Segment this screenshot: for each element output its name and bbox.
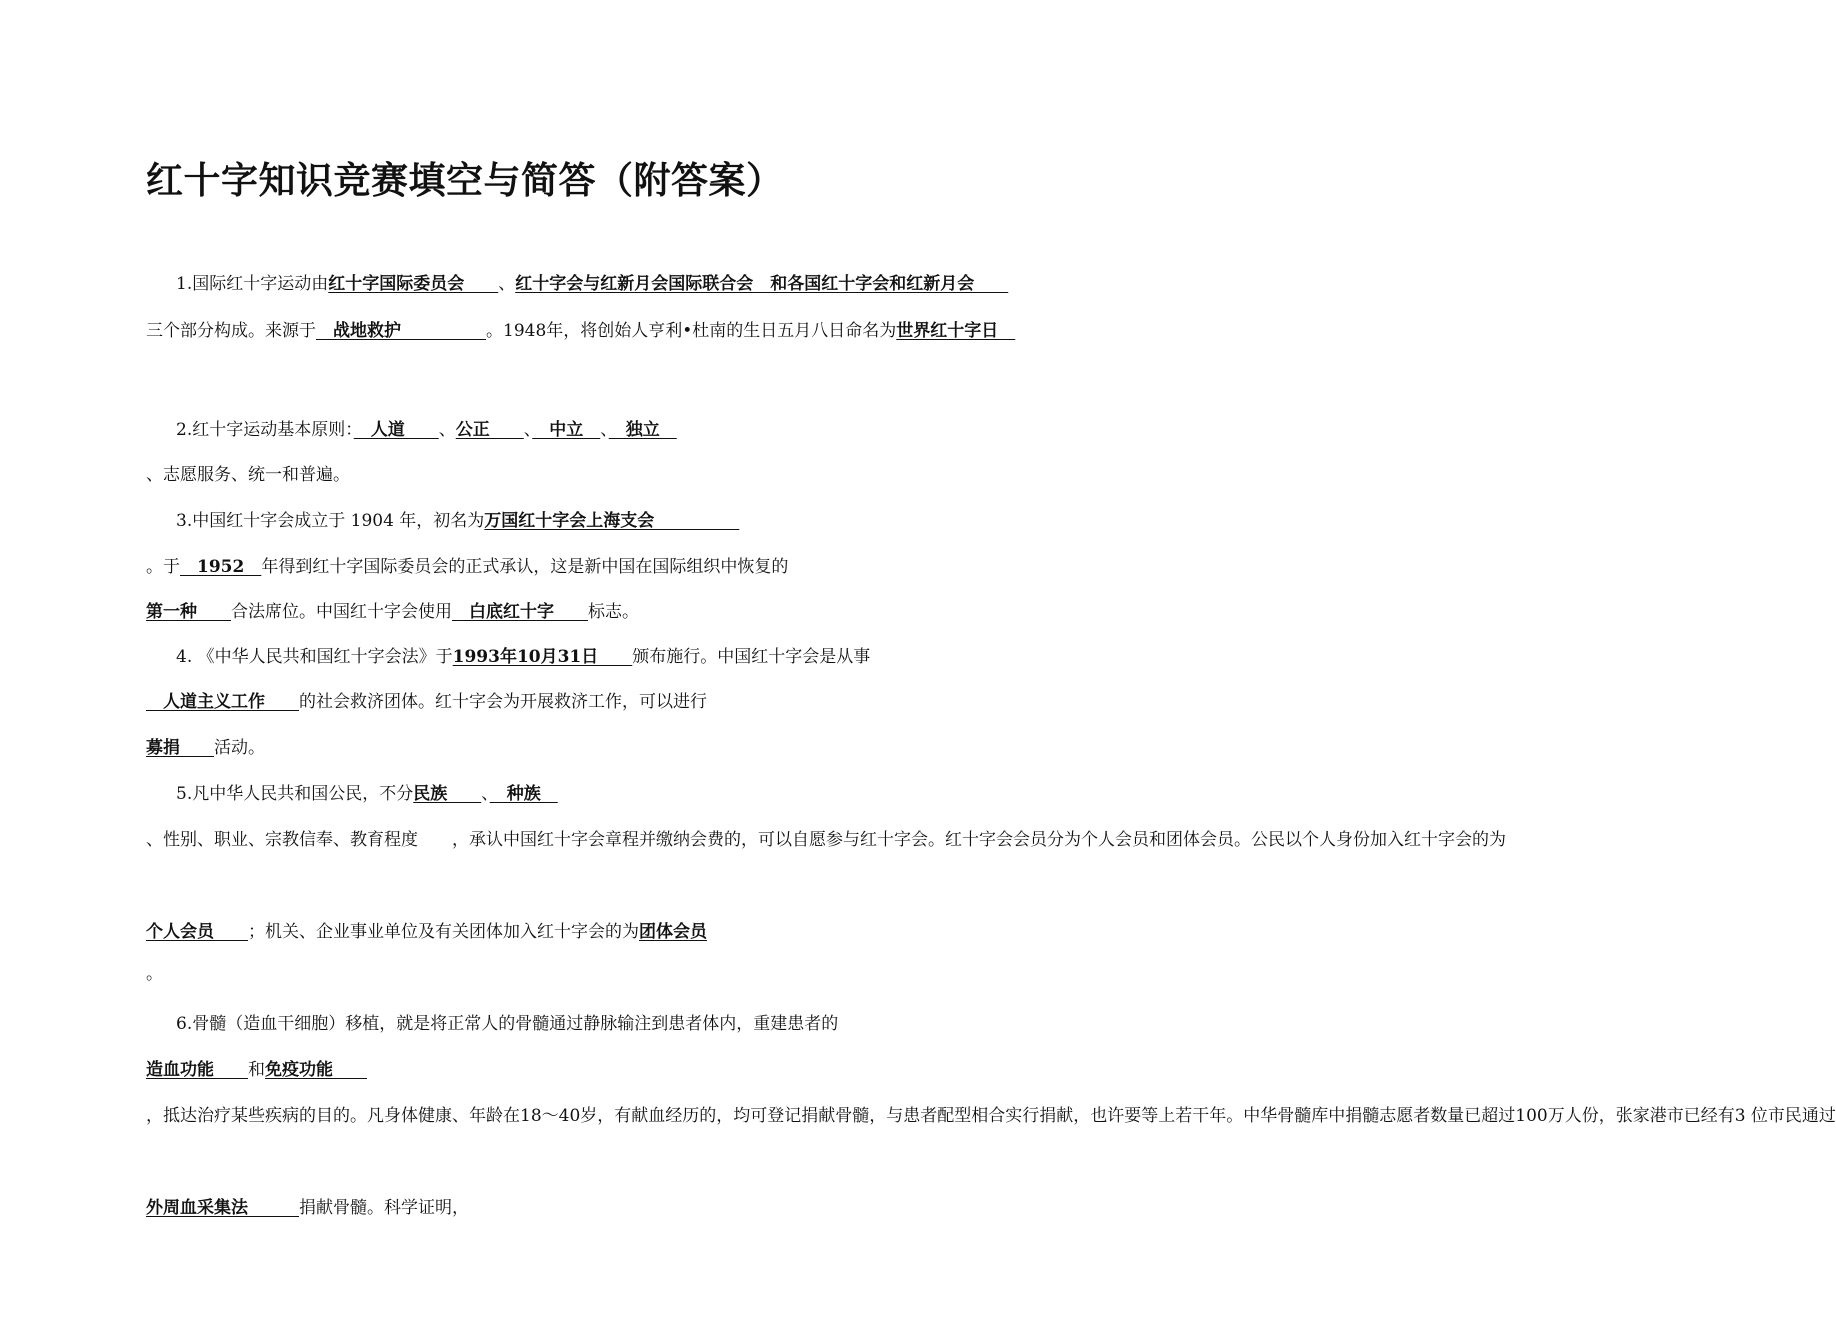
q1-answer-4: 世界红十字日 — [896, 321, 1016, 341]
q2-answer-1: 人道 — [353, 420, 439, 440]
q2-answer-4: 独立 — [608, 420, 677, 440]
q5-answer-2: 种族 — [489, 784, 558, 804]
q3-answer-4: 白底红十字 — [452, 602, 588, 622]
q5-line-3 — [146, 920, 707, 944]
q6-answer-3: 外周血采集法 — [146, 1198, 299, 1218]
q1-line-1 — [176, 272, 1008, 296]
q2-text-5: 、志愿服务、统一和普遍。 — [146, 465, 350, 485]
q4-answer-3: 募捐 — [146, 738, 214, 758]
q6-answer-2: 免疫功能 — [265, 1060, 367, 1080]
q2-text-3: 、 — [523, 420, 533, 440]
q6-text-3: ，抵达治疗某些疾病的目的。凡身体健康、年龄在18～40岁，有献血经历的，均可登记捐献骨髓，与患者配型相合实行捐献，也许要等上若干年。中华骨髓库中捐髓志愿者数量已超过100万人份，张家港市已经有3 位市民通过 — [146, 1106, 1836, 1126]
q5-text-4: ；机关、企业事业单位及有关团体加入红十字会的为 — [248, 922, 639, 942]
q5-answer-4: 团体会员 — [639, 922, 707, 942]
q2-text-1: 2.红十字运动基本原则： — [176, 420, 354, 440]
q4-line-3 — [146, 736, 265, 760]
q6-line-4 — [146, 1196, 469, 1220]
q5-line-2 — [146, 828, 1506, 852]
q1-answer-3: 战地救护 — [316, 321, 486, 341]
q4-line-2 — [146, 690, 707, 714]
document-title: 红十字知识竞赛填空与简答（附答案） — [146, 158, 784, 202]
q4-text-3: 的社会救济团体。红十字会为开展救济工作，可以进行 — [299, 692, 707, 712]
q4-answer-2: 人道主义工作 — [146, 692, 299, 712]
q4-text-4: 活动。 — [214, 738, 265, 758]
q2-line-2 — [146, 463, 350, 487]
q5-answer-1: 民族 — [413, 784, 482, 804]
q5-answer-3: 个人会员 — [146, 922, 248, 942]
q2-answer-3: 中立 — [532, 420, 601, 440]
q1-answer-2: 红十字会与红新月会国际联合会 和各国红十字会和红新月会 — [515, 274, 1009, 294]
q1-line-2 — [146, 319, 1015, 343]
q3-line-3 — [146, 600, 639, 624]
q2-text-4: 、 — [600, 420, 609, 440]
q3-line-2 — [146, 555, 788, 579]
q4-line-1 — [176, 645, 870, 669]
q4-text-2: 颁布施行。中国红十字会是从事 — [632, 647, 871, 667]
q5-text-5: 。 — [146, 964, 163, 984]
q3-answer-2: 1952 — [180, 557, 262, 577]
q3-text-3: 年得到红十字国际委员会的正式承认，这是新中国在国际组织中恢复的 — [261, 557, 789, 577]
q6-text-2: 和 — [248, 1060, 265, 1080]
q5-text-1: 5.凡中华人民共和国公民，不分 — [176, 784, 414, 804]
q6-text-4: 捐献骨髓。科学证明， — [299, 1198, 469, 1218]
q5-text-2: 、 — [481, 784, 490, 804]
q3-text-1: 3.中国红十字会成立于 1904 年，初名为 — [176, 511, 485, 531]
q6-line-3 — [146, 1104, 1836, 1128]
q6-text-1: 6.骨髓（造血干细胞）移植，就是将正常人的骨髓通过静脉输注到患者体内，重建患者的 — [176, 1014, 839, 1034]
q4-text-1: 4. 《中华人民共和国红十字会法》于 — [176, 647, 453, 667]
q3-text-2: 。于 — [146, 557, 180, 577]
q5-line-4 — [146, 962, 163, 986]
q1-answer-1: 红十字国际委员会 — [328, 274, 499, 294]
q2-line-1 — [176, 418, 677, 442]
q3-text-5: 标志。 — [588, 602, 639, 622]
q1-text-1: 1.国际红十字运动由 — [176, 274, 329, 294]
q1-text-3: 三个部分构成。来源于 — [146, 321, 316, 341]
q1-text-4: 。1948年，将创始人亨利•杜南的生日五月八日命名为 — [486, 321, 897, 341]
q3-answer-3: 第一种 — [146, 602, 231, 622]
q2-text-2: 、 — [438, 420, 456, 440]
q5-text-3: 、性别、职业、宗教信奉、教育程度 ，承认中国红十字会章程并缴纳会费的，可以自愿参与红十字会。红十字会会员分为个人会员和团体会员。公民以个人身份加入红十字会的为 — [146, 830, 1506, 850]
q1-text-2: 、 — [498, 274, 516, 294]
q3-line-1 — [176, 509, 739, 533]
q6-answer-1: 造血功能 — [146, 1060, 248, 1080]
q6-line-1 — [176, 1012, 838, 1036]
q4-answer-1: 1993年10月31日 — [452, 647, 633, 667]
q3-text-4: 合法席位。中国红十字会使用 — [231, 602, 452, 622]
q3-answer-1: 万国红十字会上海支会 — [484, 511, 740, 531]
q5-line-1 — [176, 782, 558, 806]
q6-line-2 — [146, 1058, 367, 1082]
q2-answer-2: 公正 — [455, 420, 524, 440]
